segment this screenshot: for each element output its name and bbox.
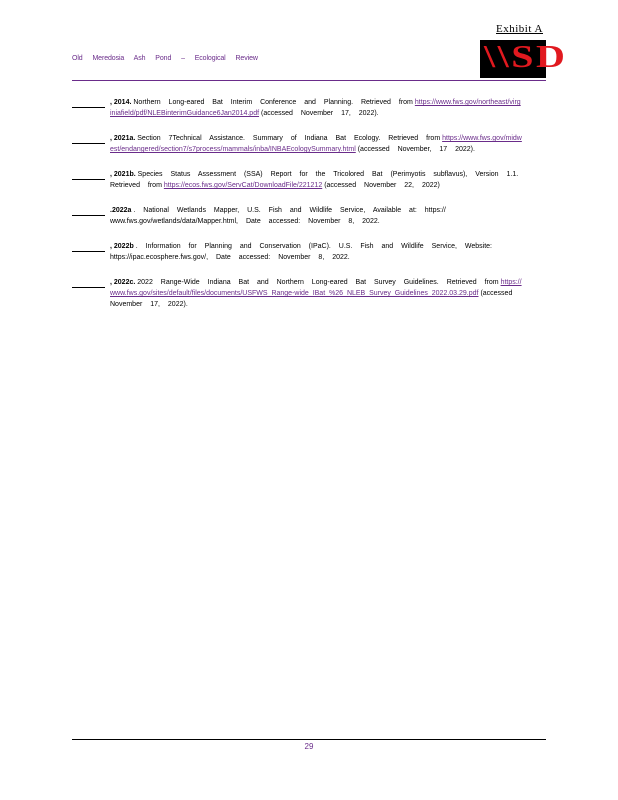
reference-text: 2022 Range-Wide Indiana Bat and Northern Long-eared Bat Survey Guidelines. Retrieved from bbox=[137, 279, 499, 286]
reference-text: Species Status Assessment (SSA) Report for the Tricolored Bat (Perimyotis subflavus), Version 1.1. Retrieved from bbox=[110, 171, 519, 189]
author-blank-line bbox=[72, 107, 105, 108]
author-blank-line bbox=[72, 143, 105, 144]
reference-year: , 2021b. bbox=[110, 171, 136, 178]
reference-item bbox=[72, 169, 522, 191]
reference-link[interactable]: https://ecos.fws.gov/ServCat/DownloadFile/221212 bbox=[163, 182, 323, 189]
reference-link[interactable]: https://www.fws.gov/northeast/virginiafield/pdf/NLEBinterimGuidance6Jan2014.pdf bbox=[110, 99, 521, 117]
reference-text: Section 7Technical Assistance. Summary of Indiana Bat Ecology. Retrieved from bbox=[137, 135, 441, 142]
reference-accessed: (accessed November, 17 2022). bbox=[357, 146, 475, 153]
footer-divider bbox=[72, 739, 546, 740]
reference-year: .2022a bbox=[110, 207, 132, 214]
author-blank-line bbox=[72, 179, 105, 180]
reference-accessed: (accessed November 17, 2022). bbox=[110, 290, 513, 308]
reference-item bbox=[72, 133, 522, 155]
logo-mark: \\SD bbox=[484, 38, 568, 74]
reference-item bbox=[72, 205, 522, 227]
reference-item bbox=[72, 97, 522, 119]
reference-text: Northern Long-eared Bat Interim Conference and Planning. Retrieved from bbox=[133, 99, 413, 106]
wsp-logo bbox=[480, 38, 568, 78]
reference-link[interactable]: https://www.fws.gov/midwest/endangered/section7/s7process/mammals/inba/INBAEcologySummary.html bbox=[110, 135, 522, 153]
author-blank-line bbox=[72, 287, 105, 288]
reference-list bbox=[72, 97, 522, 324]
document-title: Old Meredosia Ash Pond – Ecological Review bbox=[72, 55, 258, 62]
reference-text: . National Wetlands Mapper, U.S. Fish and Wildlife Service, Available at: https:// www.fws.gov/wetlands/data/Mapper.html, Date accessed: November 8, 2022. bbox=[110, 207, 446, 225]
page-number: 29 bbox=[304, 742, 314, 751]
exhibit-label: Exhibit A bbox=[496, 23, 543, 35]
author-blank-line bbox=[72, 251, 105, 252]
reference-item bbox=[72, 277, 522, 310]
reference-year: , 2014. bbox=[110, 99, 132, 106]
reference-year: , 2022b bbox=[110, 243, 134, 250]
author-blank-line bbox=[72, 215, 105, 216]
reference-year: , 2021a. bbox=[110, 135, 136, 142]
reference-accessed: (accessed November 17, 2022). bbox=[261, 110, 379, 117]
reference-item bbox=[72, 241, 522, 263]
reference-accessed: (accessed November 22, 2022) bbox=[324, 182, 440, 189]
reference-year: , 2022c. bbox=[110, 279, 136, 286]
reference-text: . Information for Planning and Conservation (IPaC). U.S. Fish and Wildlife Service, Website: https://ipac.ecosphere.fws.gov/, Date accessed: November 8, 2022. bbox=[110, 243, 492, 261]
header-divider bbox=[72, 80, 546, 81]
reference-link[interactable]: https:// www.fws.gov/sites/default/files/documents/USFWS_Range-wide_IBat_%26_NLEB_Survey_Guidelines_2022.03.29.pdf bbox=[110, 279, 522, 297]
